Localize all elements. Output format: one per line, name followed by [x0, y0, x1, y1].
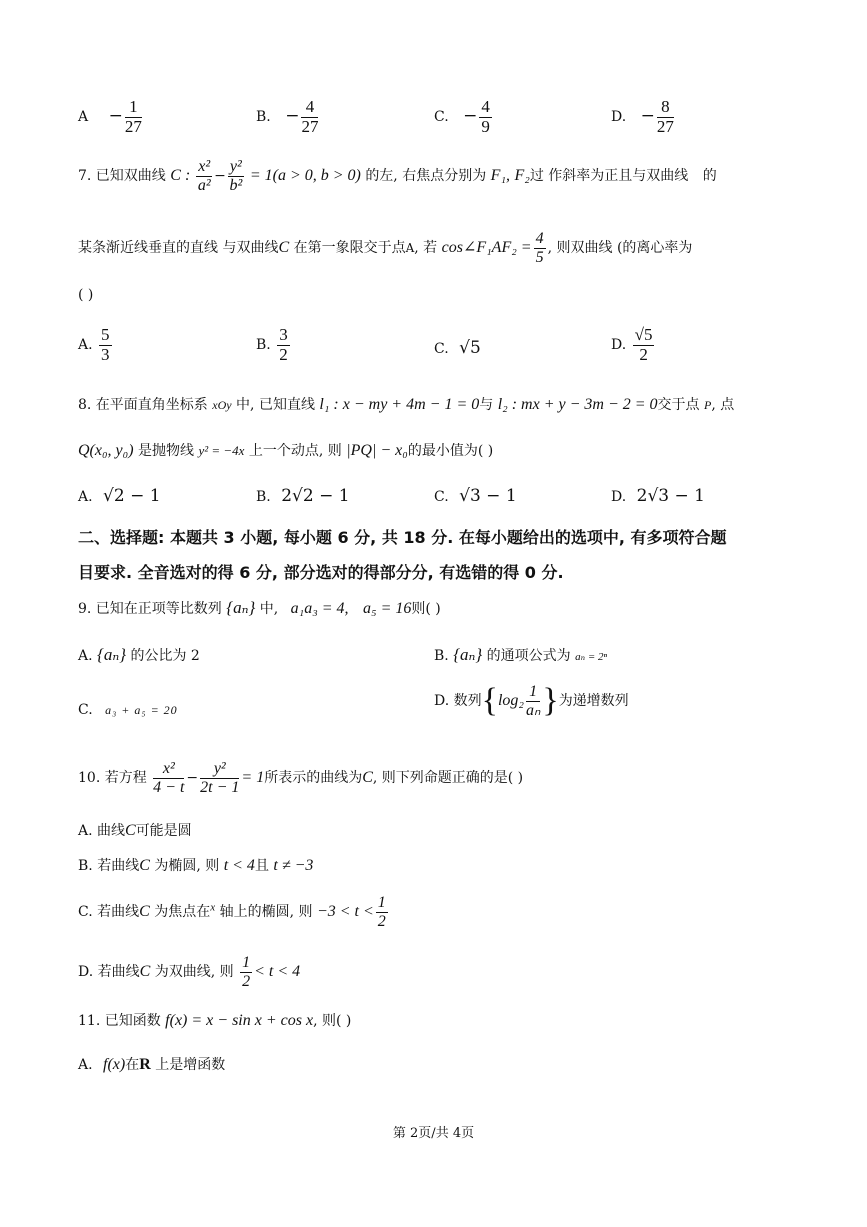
section2-heading-line2: 目要求. 全音选对的得 6 分, 部分选对的得部分分, 有选错的得 0 分.	[78, 563, 564, 582]
math-f1: F₁,	[490, 167, 511, 185]
text: , 则( )	[313, 1013, 352, 1029]
math-r: R	[139, 1056, 151, 1073]
option-label: D.	[611, 337, 627, 354]
q6-option-d	[611, 98, 676, 136]
q7-option-b	[256, 326, 292, 364]
option-label: B.	[434, 648, 449, 664]
math-curve: C :	[170, 167, 195, 185]
q8-option-c	[434, 486, 517, 506]
option-label: B.	[256, 337, 271, 354]
denominator: 27	[301, 116, 319, 136]
q10-stem: 10. 若方程 $\frac{\text{x²}}{4 - t}$ − $\frac{\text{y²}}{2t - 1}$ = 1所表示的曲线为C, 则下列命题正确的是( )	[78, 760, 524, 796]
option-label: C.	[434, 341, 449, 357]
text: 中,	[259, 601, 279, 617]
math-q: Q(x₀, y₀)	[78, 442, 134, 459]
math-c: C	[125, 822, 136, 839]
option-text: C. 若曲线	[78, 904, 140, 921]
math-eq: = 1	[241, 769, 265, 787]
fraction	[479, 98, 492, 136]
q6-option-b	[256, 98, 320, 136]
q8-stem-line1	[78, 394, 734, 414]
math-x: x	[210, 901, 216, 914]
numerator: 1	[125, 98, 142, 118]
q7-bracket: ( )	[78, 287, 94, 303]
numerator: 4	[481, 97, 490, 116]
math-cond: t < 4	[223, 857, 255, 874]
option-label: D.	[611, 109, 627, 126]
q10-option-a	[78, 820, 192, 840]
text: 过	[529, 168, 544, 185]
q7-option-a	[78, 326, 114, 364]
text: 8. 在平面直角坐标系	[78, 397, 208, 413]
q8-option-b	[256, 486, 350, 506]
numerator: 8	[657, 98, 674, 118]
denominator: 9	[481, 116, 490, 136]
fraction: $\frac{1}{\text{aₙ}}$	[525, 682, 541, 719]
math-f2: F₂	[514, 167, 530, 185]
math-cond: t ≠ −3	[273, 857, 314, 874]
text: , 若	[414, 240, 438, 257]
math-formula: aₙ = 2ⁿ	[575, 651, 607, 663]
text: 某条渐近线垂直的直线	[78, 240, 218, 257]
math-cond2: a₅ = 16	[363, 600, 412, 617]
text: 的	[702, 168, 717, 185]
q7-option-d	[611, 326, 656, 364]
math-c: C	[139, 963, 151, 981]
math-xoy: xOy	[212, 398, 232, 412]
math-an: {aₙ}	[226, 598, 256, 617]
q10-option-c	[78, 894, 390, 930]
text: 9. 已知在正项等比数列	[78, 601, 222, 617]
fraction	[125, 98, 142, 136]
option-text: B. 若曲线	[78, 858, 140, 874]
text: 7. 已知双曲线	[78, 168, 166, 185]
option-label: A	[78, 109, 89, 126]
math-c: C	[362, 769, 373, 787]
option-label: C.	[434, 109, 449, 126]
option-text: 的公比为 2	[130, 648, 200, 664]
option-label: B.	[256, 109, 271, 126]
math-func: f(x)	[103, 1056, 126, 1073]
q10-option-d	[78, 954, 300, 990]
fraction: $\frac{√5}{2}$	[634, 325, 653, 364]
denominator: 27	[124, 116, 142, 136]
q11-option-a	[78, 1054, 225, 1074]
math-p: P	[704, 398, 712, 412]
math-parabola: y² = −4x	[198, 443, 245, 458]
math-c: C	[139, 903, 150, 921]
minus-sign: −	[463, 106, 478, 127]
math-eq: = 1(a > 0, b > 0)	[245, 167, 361, 185]
text: 11. 已知函数	[78, 1013, 161, 1029]
option-label: D.	[434, 693, 450, 709]
text: 则( )	[411, 601, 441, 617]
option-value: 2√3 − 1	[636, 486, 705, 506]
left-brace: {	[481, 682, 498, 719]
option-text: 可能是圆	[135, 823, 192, 839]
text: (的离心率为	[616, 240, 693, 257]
option-value: 2√2 − 1	[281, 486, 350, 506]
option-label: C.	[434, 489, 449, 505]
fraction	[301, 98, 318, 136]
section2-heading-line1: 二、选择题: 本题共 3 小题, 每小题 6 分, 共 18 分. 在每小题给出的选项中, 有多项符合题	[78, 528, 727, 547]
option-value: √5	[459, 338, 481, 358]
fraction: $\frac{1}{2}$	[377, 894, 386, 930]
fraction: $\frac{\text{x²}}{\text{a²}}$	[197, 158, 211, 194]
q11-stem	[78, 1010, 351, 1030]
option-text: 为椭圆, 则	[154, 858, 220, 874]
math-ineq: < t < 4	[254, 963, 301, 981]
option-value: √2 − 1	[103, 486, 161, 506]
option-text: 为焦点在	[154, 904, 211, 921]
math-l1: l₁ : x − my + 4m − 1 = 0	[319, 396, 480, 413]
right-brace: }	[542, 682, 559, 719]
text: 的左, 右焦点分别为	[365, 168, 487, 185]
q7-stem-line2	[78, 230, 692, 266]
math-an: {aₙ}	[97, 645, 127, 664]
math-log: log₂	[497, 692, 524, 709]
fraction: $\frac{5}{3}$	[101, 325, 110, 364]
text: 中, 已知直线	[236, 397, 315, 413]
fraction: $\frac{\text{x²}}{4 - t}$	[153, 760, 185, 796]
math-func: f(x) = x − sin x + cos x	[165, 1012, 314, 1029]
q9-option-a	[78, 645, 200, 665]
text: , 则下列命题正确的是( )	[372, 770, 524, 787]
q6-option-c	[434, 98, 494, 136]
math-c: C	[278, 239, 290, 257]
text: 是抛物线	[138, 443, 194, 459]
q9-option-b	[434, 645, 607, 665]
text: 与双曲线	[222, 240, 279, 257]
option-text: 且	[254, 858, 269, 874]
text: 在第一象限交于点	[293, 240, 406, 257]
q9-stem	[78, 598, 441, 618]
option-value: √3 − 1	[459, 486, 517, 506]
text: 上一个动点, 则	[248, 443, 342, 459]
math-formula: a₃ + a₅ = 20	[105, 703, 178, 717]
option-label: A.	[78, 337, 93, 354]
text: 作斜率为正且与双曲线	[548, 168, 689, 185]
q8-stem-line2	[78, 440, 493, 460]
fraction: $\frac{3}{2}$	[279, 325, 288, 364]
text: 与	[479, 397, 494, 413]
math-ineq: −3 < t <	[316, 903, 374, 921]
numerator: 4	[301, 98, 318, 118]
q8-option-a	[78, 486, 161, 506]
text: 的最小值为( )	[407, 443, 494, 459]
option-text: 为递增数列	[558, 693, 629, 709]
fraction: $\frac{\text{y²}}{2t - 1}$	[200, 760, 240, 796]
text: 所表示的曲线为	[264, 770, 363, 787]
q9-option-d	[434, 682, 629, 720]
text: , 则双曲线	[547, 240, 613, 257]
math-l2: l₂ : mx + y − 3m − 2 = 0	[497, 396, 658, 413]
math-c: C	[139, 857, 150, 874]
option-label: D.	[611, 489, 627, 505]
q7-option-c	[434, 338, 481, 358]
option-text: A. 曲线	[78, 823, 126, 839]
option-label: A.	[78, 648, 93, 664]
fraction: $\frac{4}{5}$	[535, 230, 544, 266]
q10-option-b	[78, 855, 313, 875]
option-text: 数列	[453, 693, 482, 709]
math-cos: cos∠F₁AF₂ =	[441, 239, 532, 257]
q9-option-c	[78, 702, 178, 718]
page-footer: 第 2页/共 4页	[392, 1126, 475, 1141]
math-expr: |PQ| − x₀	[346, 442, 408, 459]
q6-option-a	[78, 98, 144, 136]
option-text: D. 若曲线	[78, 964, 140, 981]
option-text: 上是增函数	[155, 1057, 226, 1073]
fraction: $\frac{\text{y²}}{\text{b²}}$	[229, 158, 243, 194]
option-label: B.	[256, 489, 271, 505]
fraction: $\frac{1}{2}$	[242, 954, 251, 990]
minus-sign: −	[285, 106, 300, 127]
text: , 点	[711, 397, 735, 413]
option-text: 在	[125, 1057, 140, 1073]
minus-sign: −	[640, 106, 655, 127]
math-an: {aₙ}	[453, 645, 483, 664]
text: 10. 若方程	[78, 770, 147, 787]
q8-option-d	[611, 486, 705, 506]
option-text: 的通项公式为	[486, 648, 571, 664]
math-point: A	[405, 241, 415, 256]
option-label: A.	[78, 1057, 93, 1073]
denominator: 27	[656, 116, 674, 136]
fraction	[657, 98, 674, 136]
text: 交于点	[657, 397, 700, 413]
math-cond1: a₁a₃ = 4,	[290, 600, 349, 617]
option-label: C.	[78, 702, 93, 718]
option-label: A.	[78, 489, 93, 505]
minus-sign: −	[108, 106, 123, 127]
option-text: 为双曲线, 则	[154, 964, 234, 981]
option-text: 轴上的椭圆, 则	[219, 904, 313, 921]
q7-stem-line1: 7. 已知双曲线 C : $\frac{\text{x²}}{\text{a²}}$ − $\frac{\text{y²}}{\text{b²}}$ = 1(a > 0, b > 0) 的左, 右焦点分别为 F₁, F₂过 作斜率为正且与双曲线 的	[78, 158, 717, 194]
